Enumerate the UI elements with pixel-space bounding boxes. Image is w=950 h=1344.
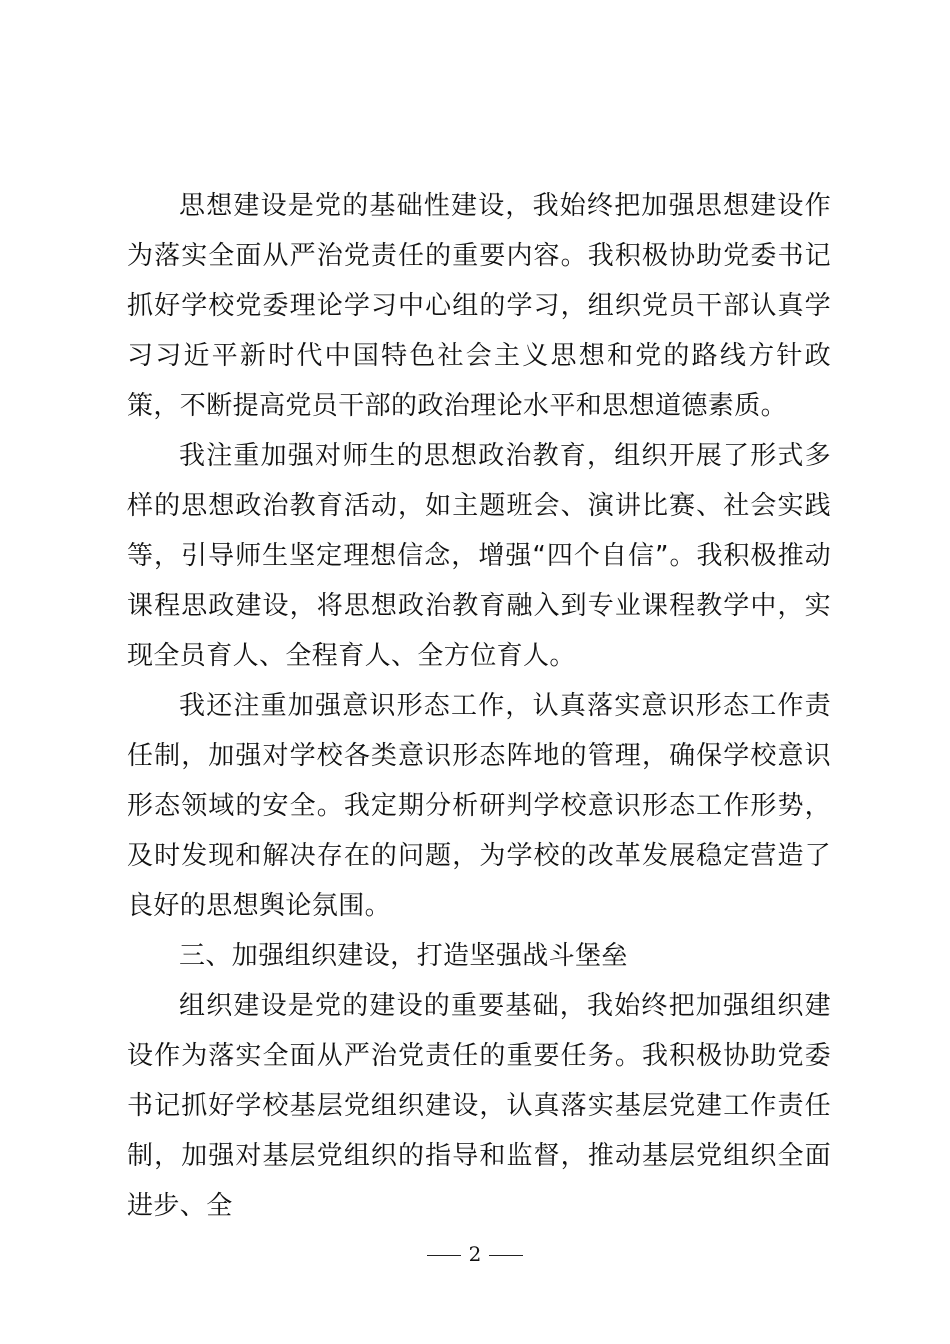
paragraph-ideological-building: 思想建设是党的基础性建设，我始终把加强思想建设作为落实全面从严治党责任的重要内容。我积极协助党委书记抓好学校党委理论学习中心组的学习，组织党员干部认真学习习近平新时代中国特色社会主义思想和党的路线方针政策，不断提高党员干部的政治理论水平和思想道德素质。 (127, 191, 831, 421)
page-number: 2 (468, 1242, 482, 1266)
paragraph-ideology-work: 我还注重加强意识形态工作，认真落实意识形态工作责任制，加强对学校各类意识形态阵地的管理，确保学校意识形态领域的安全。我定期分析研判学校意识形态工作形势，及时发现和解决存在的问题，为学校的改革发展稳定营造了良好的思想舆论氛围。 (127, 691, 831, 921)
page-footer (0, 1240, 950, 1268)
footer-dash-left (427, 1255, 461, 1256)
paragraph-political-education: 我注重加强对师生的思想政治教育，组织开展了形式多样的思想政治教育活动，如主题班会、演讲比赛、社会实践等，引导师生坚定理想信念，增强“四个自信”。我积极推动课程思政建设，将思想政治教育融入到专业课程教学中，实现全员育人、全程育人、全方位育人。 (127, 441, 831, 671)
footer-dash-right (489, 1255, 523, 1256)
paragraph-organization-building: 组织建设是党的建设的重要基础，我始终把加强组织建设作为落实全面从严治党责任的重要任务。我积极协助党委书记抓好学校基层党组织建设，认真落实基层党建工作责任制，加强对基层党组织的指导和监督，推动基层党组织全面进步、全 (127, 991, 831, 1221)
document-body (127, 181, 831, 1231)
section-heading: 三、加强组织建设，打造坚强战斗堡垒 (179, 941, 628, 971)
